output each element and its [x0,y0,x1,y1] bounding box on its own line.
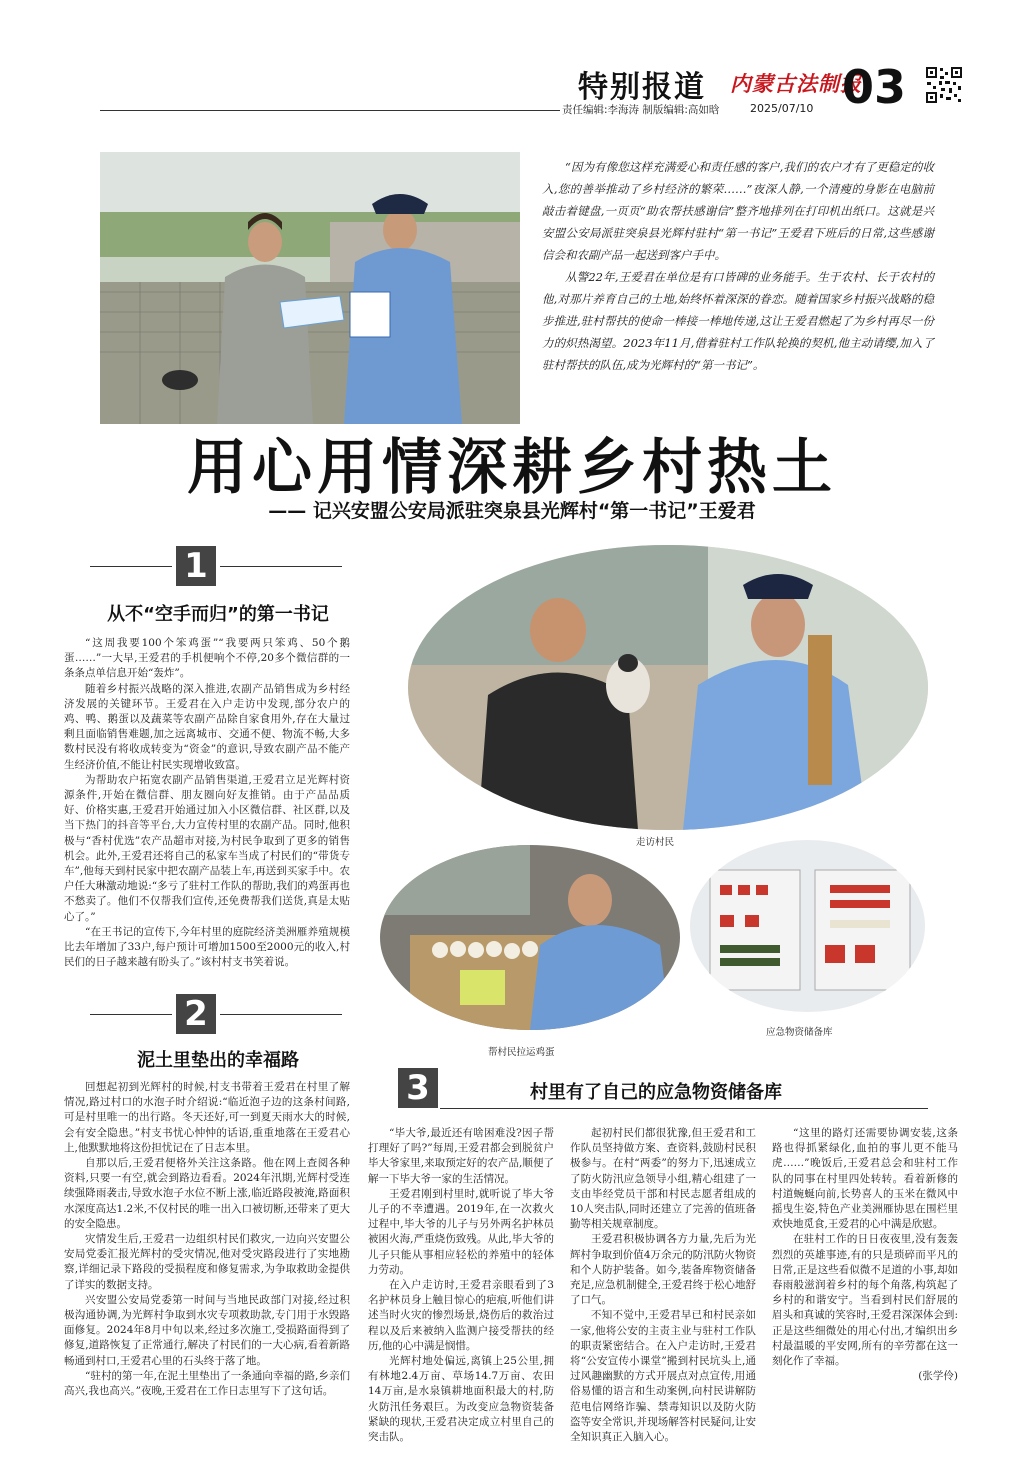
caption-visit: 走访村民 [636,837,675,848]
paragraph: 回想起初到光辉村的时候,村支书带着王爱君在村里了解情况,路过村口的水泡子时介绍说:“临近泡子边的这条村间路,可是村里唯一的出行路。冬天还好,可一到夏天雨水大的时候,会有安全隐患。”村支书忧心忡忡的话语,重重地落在王爱君心上,他默默地将这份担忧记在了日志本里。 [64,1081,350,1154]
masthead-logo: 内蒙古法制报 [730,71,862,96]
section-rule [90,566,172,567]
section-name: 特别报道 [578,70,706,105]
header-rule [100,110,560,111]
intro-paragraph: “因为有像您这样充满爱心和责任感的客户,我们的农户才有了更稳定的收入,您的善举推动了乡村经济的繁荣……”夜深人静,一个清瘦的身影在电脑前敲击着键盘,一页页“助农帮扶感谢信”整齐地排列在打印机出纸口。这就是兴安盟公安局派驻突泉县光辉村驻村“第一书记”王爱君下班后的日常,这些感谢信会和农副产品一起送到客户手中。 [542,160,934,262]
paragraph: 光辉村地处偏远,离镇上25公里,拥有林地2.4万亩、草场14.7万亩、农田14万亩,是水泉镇耕地面积最大的村,防火防汛任务艰巨。为改变应急物资装备紧缺的现状,王爱君决定成立村里自己的突击队。 [368,1355,554,1444]
section-rule [90,1014,172,1015]
section-3-col-b [570,1126,756,1445]
paragraph: 不知不觉中,王爱君早已和村民亲如一家,他将公安的主责主业与驻村工作队的职责紧密结合。在入户走访时,王爱君将“公安宣传小课堂”搬到村民坑头上,通过风趣幽默的方式开展点对点宣传,用通俗易懂的语言和生动案例,向村民讲解防范电信网络诈骗、禁毒知识以及防火防盗等安全常识,并现场解答村民疑问,让安全知识真正入脑入心。 [570,1309,756,1444]
section-title: 村里有了自己的应急物资储备库 [530,1082,782,1103]
section-3-col-a [368,1126,554,1445]
paragraph: 王爱君积极协调各方力量,先后为光辉村争取到价值4万余元的防汛防火物资和个人防护装备。如今,装备库物资储备充足,应急机制健全,王爱君终于松心地舒了口气。 [570,1233,756,1307]
editors-line: 责任编辑:李海涛 制版编辑:高如晗 [562,104,720,116]
photo-storage [690,840,925,1012]
section-title: 从不“空手而归”的第一书记 [107,604,329,625]
paragraph: “驻村的第一年,在泥土里垫出了一条通向幸福的路,乡亲们高兴,我也高兴。”夜晚,王爱君在工作日志里写下了这句话。 [64,1369,350,1398]
intro-text [542,156,934,376]
caption-eggs: 帮村民拉运鸡蛋 [488,1047,555,1058]
paragraph: 在驻村工作的日日夜夜里,没有轰轰烈烈的英雄事迹,有的只是琐碎而平凡的日常,正是这些看似微不足道的小事,却如春雨般滋润着乡村的每个角落,构筑起了乡村的和谐安宁。当看到村民们舒展的眉头和真诚的笑容时,王爱君深深体会到:正是这些细微处的用心付出,才编织出乡村最温暖的平安网,所有的辛劳都在这一刻化作了幸福。 [772,1233,958,1368]
caption-storage: 应急物资储备库 [766,1027,833,1038]
intro-paragraph: 从警22年,王爱君在单位是有口皆碑的业务能手。生于农村、长于农村的他,对那片养育自己的土地,始终怀着深深的眷恋。随着国家乡村振兴战略的稳步推进,驻村帮扶的使命一棒接一棒地传递,这让王爱君燃起了为乡村再尽一份力的炽热渴望。2023年11月,借着驻村工作队轮换的契机,他主动请缨,加入了驻村帮扶的队伍,成为光辉村的“第一书记”。 [542,270,934,372]
paragraph: 自那以后,王爱君便格外关注这条路。他在网上查阅各种资料,只要一有空,就会到路边看看。2024年汛期,光辉村受连续强降雨袭击,导致水泡子水位不断上涨,临近路段被淹,路面积水深度高达1.2米,不仅村民的唯一出入口被切断,还带来了更大的安全隐患。 [64,1157,350,1230]
paragraph: 起初村民们都很犹豫,但王爱君和工作队员坚持做方案、查资料,鼓励村民积极参与。在村“两委”的努力下,迅速成立了防火防汛应急领导小组,精心组建了一支由毕经党员干部和村民志愿者组成的10人突击队,同时还建立了完善的值班备勤等相关规章制度。 [570,1127,756,1231]
paragraph: 灾情发生后,王爱君一边组织村民们救灾,一边向兴安盟公安局党委汇报光辉村的受灾情况,他对受灾路段进行了实地勘察,详细记录下路段的受损程度和修复需求,为争取救助金提供了详实的数据支持。 [64,1233,350,1291]
qr-code-icon [925,66,963,104]
photo-eggs [380,845,680,1030]
section-2-body [64,1080,350,1399]
issue-date: 2025/07/10 [750,102,814,115]
section-title: 泥土里垫出的幸福路 [137,1050,299,1071]
section-3-col-c [772,1126,958,1384]
section-rule [220,1014,342,1015]
section-number: 2 [176,994,216,1034]
paragraph: 在入户走访时,王爱君亲眼看到了3名护林员身上触目惊心的疤痕,听他们讲述当时火灾的惨烈场景,烧伤后的救治过程以及后来被纳入监测户接受帮扶的经历,他的心中满是悯惜。 [368,1279,554,1352]
paragraph: 兴安盟公安局党委第一时间与当地民政部门对接,经过积极沟通协调,为光辉村争取到水灾专项救助款,专门用于水毁路面修复。2024年8月中旬以来,经过多次施工,受损路面得到了修复,道路恢复了正常通行,解决了村民们的一大心病,看着新路畅通到村口,王爱君心里的石头终于落了地。 [64,1293,350,1367]
section-rule [440,1108,928,1109]
paragraph: “这里的路灯还需要协调安装,这条路也得抓紧绿化,血拍的事儿更不能马虎……”晚饭后,王爱君总会和驻村工作队的同事在村里四处转转。看着新修的村道蜿蜒向前,长势喜人的玉米在微风中摇曳生姿,特色产业美洲雁协思在围栏里欢快地觅食,王爱君的心中满是欣慰。 [772,1127,958,1231]
paragraph: “毕大爷,最近还有啥困难没?因子帮打理好了吗?”每周,王爱君都会到脱贫户毕大爷家里,来取预定好的农产品,顺便了解一下毕大爷一家的生活情况。 [368,1127,554,1185]
paragraph: “这周我要100个笨鸡蛋”“我要两只笨鸡、50个鹅蛋……”一大早,王爱君的手机便响个不停,20多个微信群的一条条点单信息开始“轰炸”。 [64,637,350,680]
photo-officer-and-villager [100,152,520,424]
section-rule [220,566,342,567]
paragraph: “在王书记的宣传下,今年村里的庭院经济美洲雁养殖规模比去年增加了33户,每户预计可增加1500至2000元的收入,村民们的日子越来越有盼头了。”该村村支书笑着说。 [64,925,350,969]
section-1-body [64,636,350,970]
photo-visit-villager [408,545,928,830]
headline: 用心用情深耕乡村热土 [187,433,837,503]
paragraph: 为帮助农户拓宽农副产品销售渠道,王爱君立足光辉村资源条件,开始在微信群、朋友圈向好友推销。由于产品品质好、价格实惠,王爱君开始通过加入小区微信群、社区群,以及当下热门的抖音等平台,大力宣传村里的农副产品。同时,他积极与“香村优选”农产品超市对接,为村民争取到了更多的销售机会。此外,王爱君还将自己的私家车当成了村民们的“带货专车”,他每天到村民家中把农副产品装上车,再送到买家手中。农户任大琳激动地说:“多亏了驻村工作队的帮助,我们的鸡蛋再也不愁卖了。他们不仅帮我们宣传,还免费帮我们送货,真是太贴心了。” [64,773,350,923]
signature: (张学伶) [918,1370,958,1383]
paragraph: 随着乡村振兴战略的深入推进,农副产品销售成为乡村经济发展的关键环节。王爱君在入户走访中发现,部分农户的鸡、鸭、鹅蛋以及蔬菜等农副产品除自家食用外,存在大量过剩且面临销售难题,加之远离城市、交通不便、物流不畅,大多数村民没有将收成转变为“资金”的意识,导致农副产品不能产生经济价值,不能让村民实现增收致富。 [64,682,350,771]
section-number: 1 [176,546,216,586]
section-number: 3 [398,1068,438,1108]
subheadline: —— 记兴安盟公安局派驻突泉县光辉村“第一书记”王爱君 [268,500,756,522]
page-number: 03 [842,60,907,114]
paragraph: 王爱君刚到村里时,就听说了毕大爷儿子的不幸遭遇。2019年,在一次救火过程中,毕大爷的儿子与另外两名护林员被困火海,严重烧伤致残。从此,毕大爷的儿子只能从事相应轻松的养殖中的轻体力劳动。 [368,1187,554,1276]
